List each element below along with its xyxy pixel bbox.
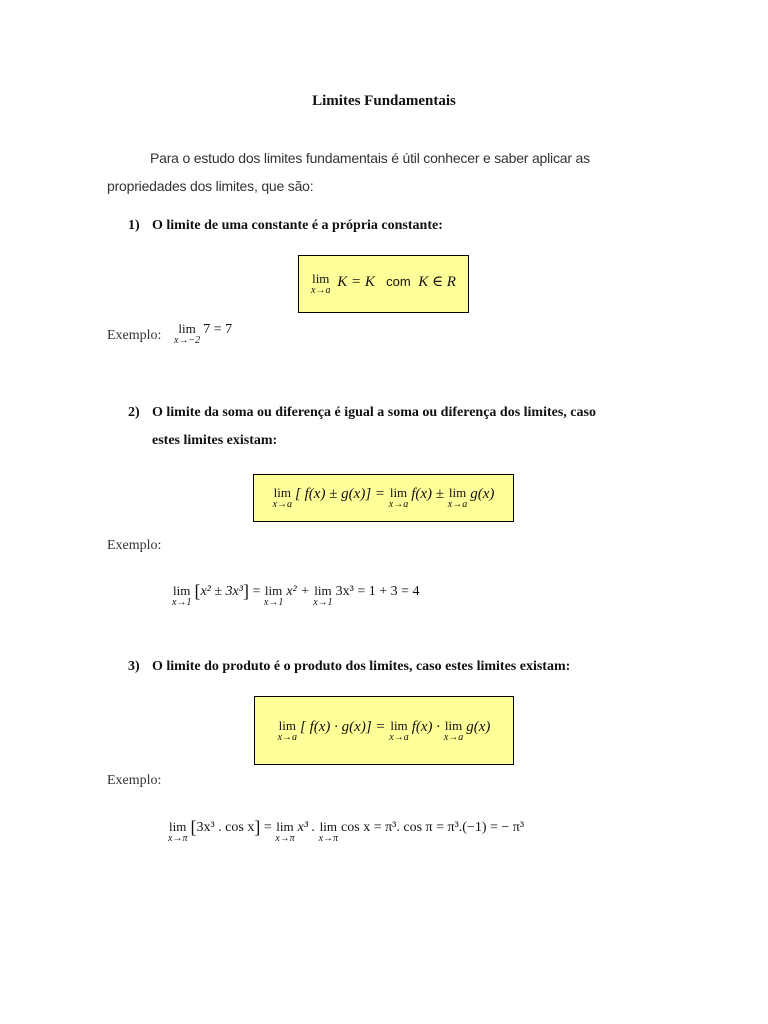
example-1-formula [174, 322, 232, 346]
example-term-2: 3x³ = 1 + 3 = 4 [335, 584, 420, 599]
formula [278, 719, 491, 743]
example-label: Exemplo: [107, 328, 162, 343]
example-inner: 3x³ . cos x [196, 820, 255, 835]
intro-line-1: Para o estudo dos limites fundamentais é útil conhecer e saber aplicar as [150, 150, 590, 166]
formula-box-sum [253, 474, 514, 522]
section-number: 2) [128, 405, 140, 420]
section-heading-text: O limite do produto é o produto dos limites, caso estes limites existam: [152, 659, 571, 674]
lim-operator: lim x→1 [313, 583, 333, 608]
section-2-heading [128, 405, 596, 421]
example-term-1: x² + [286, 584, 310, 599]
lim-operator: lim x→a [388, 485, 409, 510]
lim-operator: lim x→a [389, 717, 409, 743]
example-term-2: cos x = π³. cos π = π³.(−1) = − π³ [341, 820, 525, 835]
formula-box-constant [298, 255, 469, 313]
section-number: 1) [128, 218, 140, 233]
lim-operator: lim x→a [447, 485, 468, 510]
lim-operator: lim x→π [318, 819, 339, 844]
section-heading-text: O limite da soma ou diferença é igual a soma ou diferença dos limites, caso [152, 405, 596, 420]
example-term-1: x³ . [297, 820, 316, 835]
formula-right: g(x) [466, 718, 491, 735]
lim-operator: lim x→a [443, 717, 464, 743]
section-3-heading [128, 659, 570, 675]
section-2-heading-cont: estes limites existam: [152, 433, 278, 448]
lim-operator: lim x→a [277, 717, 298, 743]
example-expr: 7 = 7 [203, 322, 233, 337]
section-heading-text: O limite de uma constante é a própria constante: [152, 218, 443, 233]
lim-operator: lim x→a [311, 271, 331, 296]
example-2-formula: lim x→1 [x² ± 3x³] = lim x→1 x² + lim x→1 3x³ = 1 + 3 = 4 [172, 581, 420, 608]
formula-mid: f(x) ± [411, 486, 445, 502]
example-label: Exemplo: [107, 773, 162, 788]
intro-line-2: propriedades dos limites, que são: [107, 178, 314, 194]
formula-left: [ f(x) · g(x)] = [300, 718, 386, 735]
lim-operator: lim x→1 [263, 583, 284, 608]
example-3-formula: lim x→π [3x³ . cos x] = lim x→π x³ . lim x→π cos x = π³. cos π = π³.(−1) = − π³ [168, 817, 525, 844]
page-title: Limites Fundamentais [312, 93, 456, 109]
example-label: Exemplo: [107, 538, 162, 553]
formula-right: g(x) [470, 486, 495, 502]
formula [311, 272, 456, 296]
formula-cond: K ∈ R [418, 274, 456, 290]
formula-box-product [254, 696, 514, 765]
section-1-heading [128, 218, 443, 234]
section-number: 3) [128, 659, 140, 674]
lim-operator: lim x→π [275, 819, 295, 844]
lim-operator: lim x→a [272, 485, 293, 510]
formula [273, 486, 495, 510]
formula-mid: f(x) · [411, 718, 441, 735]
lim-operator: lim x→1 [172, 583, 192, 608]
lim-operator: lim x→π [168, 819, 188, 844]
example-inner: x² ± 3x³ [200, 584, 243, 599]
example-eq: = [252, 584, 261, 599]
formula-expr: K = K [337, 274, 375, 290]
formula-left: [ f(x) ± g(x)] = [295, 486, 386, 502]
lim-operator: lim x→−2 [174, 321, 201, 346]
formula-com: com [386, 274, 411, 289]
